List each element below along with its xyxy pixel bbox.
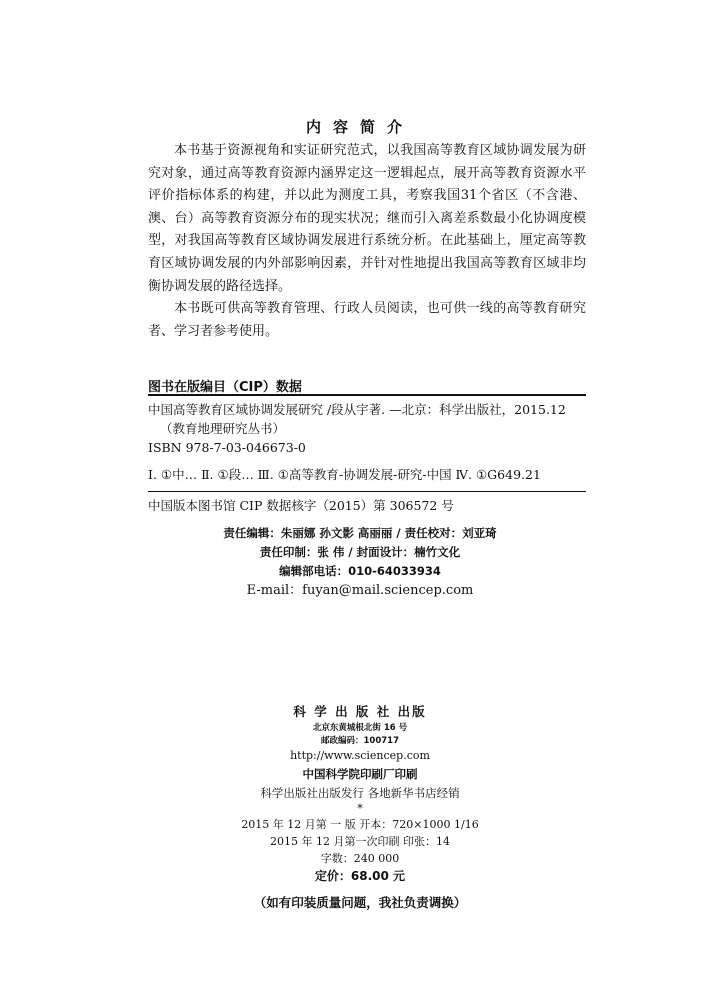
publisher-address: 北京东黄城根北街 16 号: [312, 723, 408, 733]
publisher-postcode: 邮政编码：100717: [321, 736, 399, 746]
credits-block: [0, 524, 720, 600]
cip-bottom-rule: [148, 491, 586, 492]
wordcount-line: 字数：240 000: [320, 852, 400, 865]
edition-line: 2015 年 12 月第 一 版 开本：720×1000 1/16: [241, 818, 479, 831]
publisher-url: http://www.sciencep.com: [290, 749, 430, 762]
cip-classification-line: Ⅰ. ①中… Ⅱ. ①段… Ⅲ. ①高等教育-协调发展-研究-中国 Ⅳ. ①G649.21: [148, 467, 541, 482]
distribution-line: 科学出版社出版发行 各地新华书店经销: [260, 786, 460, 800]
phone-line: 编辑部电话：010-64033934: [279, 564, 441, 578]
cip-heading: 图书在版编目（CIP）数据: [148, 380, 302, 395]
quality-note: （如有印装质量问题，我社负责调换）: [253, 895, 467, 910]
cip-data-number: 中国版本图书馆 CIP 数据核字（2015）第 306572 号: [148, 498, 454, 513]
cip-spacer: [148, 457, 586, 465]
price-line: 定价：68.00 元: [314, 869, 406, 883]
impression-line: 2015 年 12 月第一次印刷 印张：14: [270, 835, 450, 848]
cip-record: [148, 400, 586, 484]
cip-isbn-line: ISBN 978-7-03-046673-0: [148, 440, 306, 455]
editors-line: 责任编辑：朱丽娜 孙文影 高丽丽 / 责任校对：刘亚琦: [223, 526, 497, 540]
separator-star: *: [357, 802, 363, 815]
cip-title-line: 中国高等教育区域协调发展研究 /段从宇著. —北京：科学出版社，2015.12: [148, 402, 566, 417]
page-title: 内容简介: [305, 118, 414, 136]
cip-series-line: （教育地理研究丛书）: [160, 421, 286, 436]
printing-line: 责任印制：张 伟 / 封面设计：楠竹文化: [259, 545, 461, 559]
printer-line: 中国科学院印刷厂印刷: [302, 767, 418, 781]
cip-top-rule: [148, 394, 586, 396]
publisher-name: 科 学 出 版 社 出版: [293, 704, 427, 719]
intro-paragraph: 本书基于资源视角和实证研究范式，以我国高等教育区域协调发展为研究对象，通过高等教育资源内涵界定这一逻辑起点，展开高等教育资源水平评价指标体系的构建，并以此为测度工具，考察我国31个省区（不含港、澳、台）高等教育资源分布的现实状况；继而引入离差系数最小化协调度模型，对我国高等教育区域协调发展进行系统分析。在此基础上，厘定高等教育区域协调发展的内外部影响因素，并针对性地提出我国高等教育区域非均衡协调发展的路径选择。: [148, 143, 586, 294]
email-line: E-mail：fuyan@mail.sciencep.com: [246, 583, 474, 598]
book-introduction: [148, 140, 586, 343]
intro-paragraph: 本书既可供高等教育管理、行政人员阅读，也可供一线的高等教育研究者、学习者参考使用。: [148, 301, 586, 339]
publisher-colophon: [0, 702, 720, 915]
